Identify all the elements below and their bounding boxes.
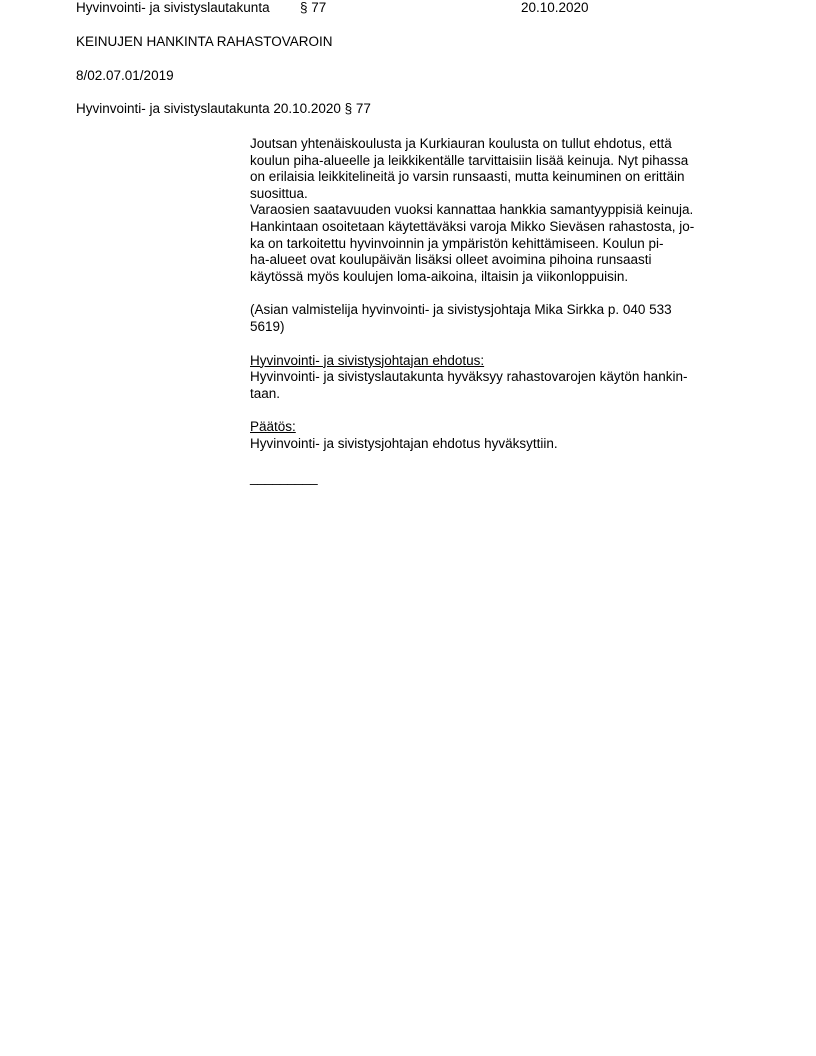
- decision-text: Hyvinvointi- ja sivistysjohtajan ehdotus hyväksyttiin.: [250, 435, 558, 451]
- document-body: [250, 136, 750, 486]
- body-line: ha-alueet ovat koulupäivän lisäksi olleet avoimina pihoina runsaasti: [250, 252, 652, 268]
- preparer-line: (Asian valmistelija hyvinvointi- ja sivistysjohtaja Mika Sirkka p. 040 533: [250, 302, 672, 318]
- body-line: suosittua.: [250, 185, 308, 201]
- body-line: käytössä myös koulujen loma-aikoina, iltaisin ja viikonloppuisin.: [250, 268, 629, 284]
- background-paragraph: [250, 136, 750, 285]
- body-line: ka on tarkoitettu hyvinvoinnin ja ympäristön kehittämiseen. Koulun pi-: [250, 235, 664, 251]
- decision-heading: Päätös:: [250, 419, 296, 435]
- header-section-number: § 77: [300, 0, 327, 15]
- header-board: Hyvinvointi- ja sivistyslautakunta: [76, 0, 270, 15]
- body-line: Hankintaan osoitetaan käytettäväksi varoja Mikko Sieväsen rahastosta, jo-: [250, 218, 695, 234]
- end-rule: _________: [250, 469, 318, 485]
- proposal-line: taan.: [250, 385, 281, 401]
- body-line: Joutsan yhtenäiskoulusta ja Kurkiauran koulusta on tullut ehdotus, että: [250, 136, 672, 151]
- proposal-section: [250, 353, 750, 403]
- preparer-note: [250, 302, 750, 335]
- diary-number: 8/02.07.01/2019: [76, 68, 174, 83]
- header-date: 20.10.2020: [521, 0, 589, 15]
- preparer-line: 5619): [250, 318, 285, 334]
- body-line: on erilaisia leikkitelineitä jo varsin runsaasti, mutta keinuminen on erittäin: [250, 169, 685, 185]
- body-line: koulun piha-alueelle ja leikkikentälle tarvittaisiin lisää keinuja. Nyt pihassa: [250, 152, 689, 168]
- body-line: Varaosien saatavuuden vuoksi kannattaa hankkia samantyyppisiä keinuja.: [250, 202, 694, 218]
- decision-section: [250, 419, 750, 452]
- proposal-line: Hyvinvointi- ja sivistyslautakunta hyväksyy rahastovarojen käytön hankin-: [250, 369, 688, 385]
- document-title: KEINUJEN HANKINTA RAHASTOVAROIN: [76, 34, 333, 49]
- proposal-heading: Hyvinvointi- ja sivistysjohtajan ehdotus:: [250, 352, 485, 368]
- meeting-reference: Hyvinvointi- ja sivistyslautakunta 20.10.2020 § 77: [76, 101, 371, 116]
